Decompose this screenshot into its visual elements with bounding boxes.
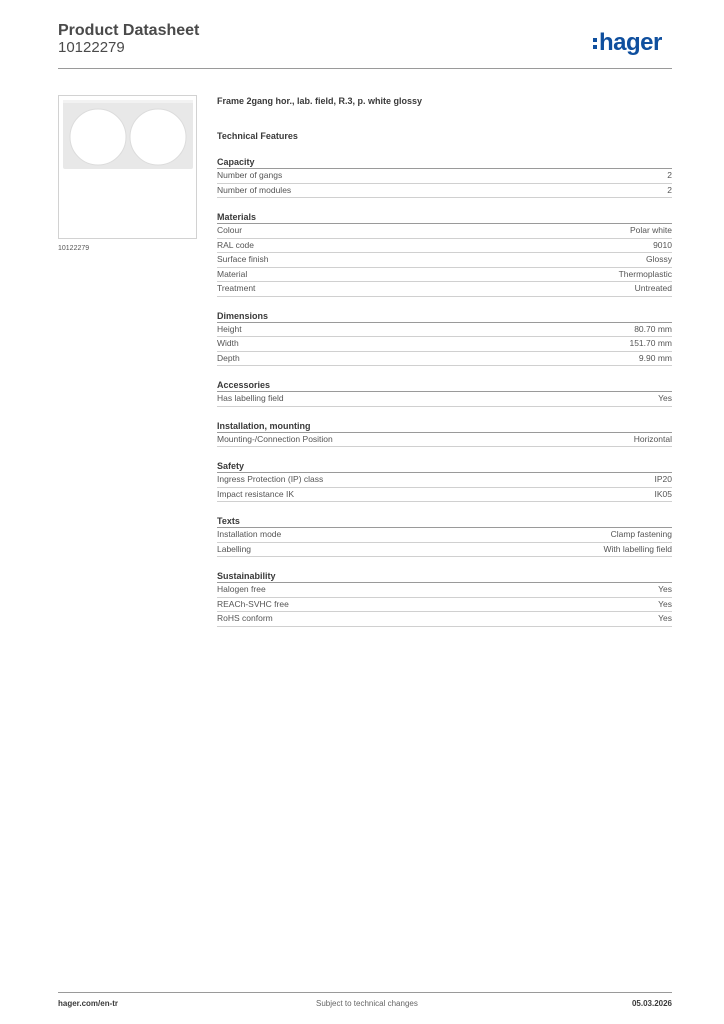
spec-label: Surface finish — [217, 254, 269, 264]
spec-row — [217, 543, 672, 558]
spec-label: Ingress Protection (IP) class — [217, 474, 324, 484]
spec-label: Halogen free — [217, 584, 266, 594]
spec-value: Yes — [658, 584, 672, 594]
spec-label: Treatment — [217, 283, 256, 293]
spec-label: Depth — [217, 352, 240, 363]
spec-label: Material — [217, 268, 248, 279]
spec-section — [217, 418, 672, 448]
spec-row — [217, 169, 672, 184]
image-caption: 10122279 — [58, 245, 90, 252]
spec-sections — [217, 154, 672, 627]
logo-text: hager — [599, 29, 662, 56]
spec-value: Yes — [658, 598, 672, 609]
spec-label: Has labelling field — [217, 393, 284, 403]
spec-label: Colour — [217, 225, 243, 235]
spec-value: Yes — [658, 393, 672, 403]
spec-row — [217, 282, 672, 297]
spec-row — [217, 473, 672, 488]
section-title: Safety — [217, 458, 672, 473]
spec-value: 9.90 mm — [638, 352, 672, 363]
spec-label: Width — [217, 338, 239, 348]
spec-value: Polar white — [629, 225, 672, 235]
spec-label: Labelling — [217, 543, 252, 554]
header-divider — [58, 68, 672, 69]
spec-value: 9010 — [653, 239, 672, 250]
spec-value: 80.70 mm — [634, 323, 672, 334]
spec-value: Horizontal — [633, 433, 672, 444]
spec-label: RAL code — [217, 239, 255, 250]
spec-section — [217, 377, 672, 407]
spec-label: Installation mode — [217, 529, 282, 539]
page-title: Product Datasheet — [58, 22, 200, 39]
section-title: Dimensions — [217, 308, 672, 323]
spec-section — [217, 154, 672, 198]
product-number: 10122279 — [58, 39, 125, 56]
spec-label: Number of modules — [217, 184, 292, 195]
product-image — [58, 95, 197, 239]
spec-row — [217, 239, 672, 254]
spec-row — [217, 598, 672, 613]
footer-divider — [58, 992, 672, 993]
spec-row — [217, 337, 672, 352]
spec-label: Impact resistance IK — [217, 488, 295, 499]
spec-label: RoHS conform — [217, 613, 273, 623]
spec-value: IK05 — [654, 488, 672, 499]
brand-logo[interactable] — [593, 28, 662, 58]
footer-note: Subject to technical changes — [316, 999, 418, 1008]
spec-value: With labelling field — [603, 543, 672, 554]
spec-value: 151.70 mm — [629, 338, 672, 348]
frame-2gang-image — [59, 96, 196, 238]
spec-row — [217, 184, 672, 199]
spec-value: Yes — [658, 613, 672, 623]
logo-dots-icon — [593, 38, 597, 49]
technical-features-heading: Technical Features — [217, 131, 298, 141]
section-title: Accessories — [217, 377, 672, 392]
spec-value: Untreated — [634, 283, 672, 293]
spec-row — [217, 323, 672, 338]
section-title: Installation, mounting — [217, 418, 672, 433]
product-title: Frame 2gang hor., lab. field, R.3, p. white glossy — [217, 96, 423, 106]
section-title: Texts — [217, 513, 672, 528]
spec-section — [217, 513, 672, 557]
section-title: Capacity — [217, 154, 672, 169]
spec-row — [217, 583, 672, 598]
footer-url[interactable]: hager.com/en-tr — [58, 999, 119, 1008]
section-title: Sustainability — [217, 568, 672, 583]
spec-row — [217, 612, 672, 627]
spec-row — [217, 253, 672, 268]
spec-row — [217, 392, 672, 407]
spec-label: Number of gangs — [217, 170, 283, 180]
section-title: Materials — [217, 209, 672, 224]
spec-value: 2 — [667, 170, 672, 180]
spec-label: Mounting-/Connection Position — [217, 433, 333, 444]
spec-section — [217, 209, 672, 297]
spec-value: 2 — [667, 184, 672, 195]
spec-section — [217, 308, 672, 367]
spec-value: Glossy — [646, 254, 672, 264]
spec-label: Height — [217, 323, 242, 334]
footer-date: 05.03.2026 — [631, 999, 672, 1008]
spec-row — [217, 488, 672, 503]
spec-value: Clamp fastening — [610, 529, 672, 539]
spec-section — [217, 568, 672, 627]
spec-content — [217, 95, 672, 627]
spec-row — [217, 268, 672, 283]
spec-value: IP20 — [654, 474, 672, 484]
spec-row — [217, 224, 672, 239]
spec-row — [217, 352, 672, 367]
spec-row — [217, 528, 672, 543]
spec-section — [217, 458, 672, 502]
spec-row — [217, 433, 672, 448]
spec-value: Thermoplastic — [618, 268, 672, 279]
spec-label: REACh-SVHC free — [217, 598, 289, 609]
